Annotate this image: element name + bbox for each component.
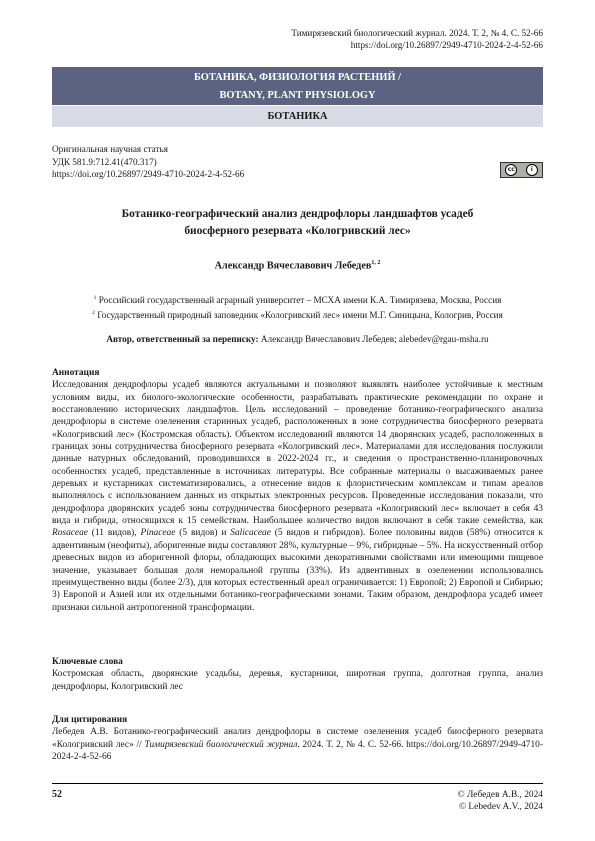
affiliation-2 xyxy=(52,307,543,322)
affil-text-1: Российский государственный аграрный университет – МСХА имени К.А. Тимирязева, Москва, Россия xyxy=(98,295,502,306)
title-line-2: биосферного резервата «Кологривский лес» xyxy=(184,225,411,237)
article-type: Оригинальная научная статья xyxy=(52,144,168,154)
author-line xyxy=(52,260,543,271)
keywords-section xyxy=(52,656,543,693)
abstract-part-4: (5 видов и гибридов). Более половины видов (58%) относится к адвентивным (неофиты), аборигенные виды составляют 28%, культурные – 9%, гибридные – 5%. На искусственный отбор древесных видов из аборигенной флоры, обладающих высокими декоративными свойствами или имеющими пищевое значение, указывает большая доля неморальной группы (33%). Из адвентивных в озеленении использовались преимущественно виды (более 2/3), для которых естественный ареал ограничивается: 1) Европой; 2) Европой и Сибирью; 3) Европой и Азией или их отдельными ботанико-географическими зонами. Таким образом, дендрофлора усадеб имеет признаки сильной антропогенной трансформации. xyxy=(52,528,543,613)
abstract-part-3: (5 видов) и xyxy=(175,528,231,539)
page-number: 52 xyxy=(52,789,62,800)
correspondence xyxy=(52,334,543,344)
udc-code: УДК 581.9:712.41(470.317) xyxy=(52,156,157,167)
author-affil-sup: 1, 2 xyxy=(371,260,381,266)
citation-part-2: . 2024. Т. 2, № 4. С. 52-66. https://doi.org/10.26897/2949-4710-2024-2-4-52-66 xyxy=(52,739,543,763)
copyright xyxy=(458,789,543,813)
journal-line: Тимирязевский биологический журнал. 2024. Т. 2, № 4. С. 52-66 xyxy=(291,28,543,38)
family-pinaceae: Pinaceae xyxy=(140,528,176,539)
affil-sup-1: 1 xyxy=(93,295,97,301)
abstract-part-1: Исследования дендрофлоры усадеб являются актуальными и позволяют выявлять наиболее устойчивые к местным условиям виды, их биолого-экологические особенности, разрабатывать практические рекомендации по охране и восстановлению исторических ландшафтов. Цель исследований – проведение ботанико-географического анализа дендрофлоры в системе озеленения старинных усадеб, расположенных в зоне сотрудничества биосферного резервата «Кологривский лес» (Костромская область). Объектом исследований являются 14 дворянских усадеб, расположенных в границах зоны сотрудничества биосферного резервата «Кологривский лес». Материалами для исследования послужили данные натурных обследований, проводившихся в 2022-2024 гг., и сведения о пространственно-планировочных особенностях усадеб, представленные в источниках литературы. Все собранные материалы о высаживаемых ранее деревьях и кустарниках систематизировались, а отнесение видов к флористическим комплексам и типам ареалов выполнялось с использованием данных из открытых электронных ресурсов. Проведенные исследования показали, что дендрофлора дворянских усадеб зоны сотрудничества биосферного резервата «Кологривский лес» включает в себя 43 вида и гибрида, относящихся к 15 семействам. Наибольшее количество видов включают в себя такие семейства, как xyxy=(52,380,543,527)
cc-by-icon[interactable] xyxy=(500,162,543,178)
section-title-ru: БОТАНИКА, ФИЗИОЛОГИЯ РАСТЕНИЙ / xyxy=(193,72,402,83)
running-header xyxy=(291,27,543,51)
affil-sup-2: 2 xyxy=(92,310,95,317)
family-salicaceae: Salicaceae xyxy=(230,528,271,539)
keywords-heading: Ключевые слова xyxy=(52,657,123,667)
family-rosaceae: Rosaceae xyxy=(52,528,88,539)
footer-divider xyxy=(52,783,543,784)
citation-section xyxy=(52,714,543,763)
citation-heading: Для цитирования xyxy=(52,715,128,725)
citation-journal: Тимирязевский биологический журнал xyxy=(144,739,298,750)
citation-text xyxy=(52,727,543,762)
by-glyph: i xyxy=(526,164,538,176)
header-doi-link[interactable]: https://doi.org/10.26897/2949-4710-2024-2-4-52-66 xyxy=(350,40,543,50)
copyright-en: © Lebedev A.V., 2024 xyxy=(458,802,543,812)
correspondence-text: Александр Вячеславович Лебедев; alebedev@rgau-msha.ru xyxy=(260,334,489,344)
abstract-section xyxy=(52,367,543,614)
abstract-part-2: (11 видов), xyxy=(87,528,141,539)
affil-text-2: Государственный природный заповедник «Кологривский лес» имени М.Г. Синицына, Кологрив, Россия xyxy=(97,310,503,321)
cc-glyph: cc xyxy=(505,164,517,176)
copyright-ru: © Лебедев А.В., 2024 xyxy=(457,790,543,800)
title-line-1: Ботанико-географический анализ дендрофлоры ландшафтов усадеб xyxy=(121,208,474,220)
keywords-text: Костромская область, дворянские усадьбы, деревья, кустарники, широтная группа, долготная группа, анализ дендрофлоры, Кологривский лес xyxy=(52,669,543,692)
article-meta xyxy=(52,143,244,181)
section-title-en: BOTANY, PLANT PHYSIOLOGY xyxy=(219,90,376,101)
article-title xyxy=(52,206,543,240)
abstract-heading: Аннотация xyxy=(52,368,100,378)
abstract-text xyxy=(52,380,543,612)
article-doi-link[interactable]: https://doi.org/10.26897/2949-4710-2024-2-4-52-66 xyxy=(52,169,245,180)
subsection-banner: БОТАНИКА xyxy=(52,106,543,127)
affiliation-1 xyxy=(52,292,543,307)
affiliations xyxy=(52,292,543,322)
author-name: Александр Вячеславович Лебедев xyxy=(214,260,372,272)
section-banner xyxy=(52,67,543,105)
correspondence-label: Автор, ответственный за переписку: xyxy=(106,334,259,344)
citation-part-1: Лебедев А.В. Ботанико-географический анализ дендрофлоры в системе озеленения усадеб биосферного резервата «Кологривский лес» // xyxy=(52,727,543,750)
